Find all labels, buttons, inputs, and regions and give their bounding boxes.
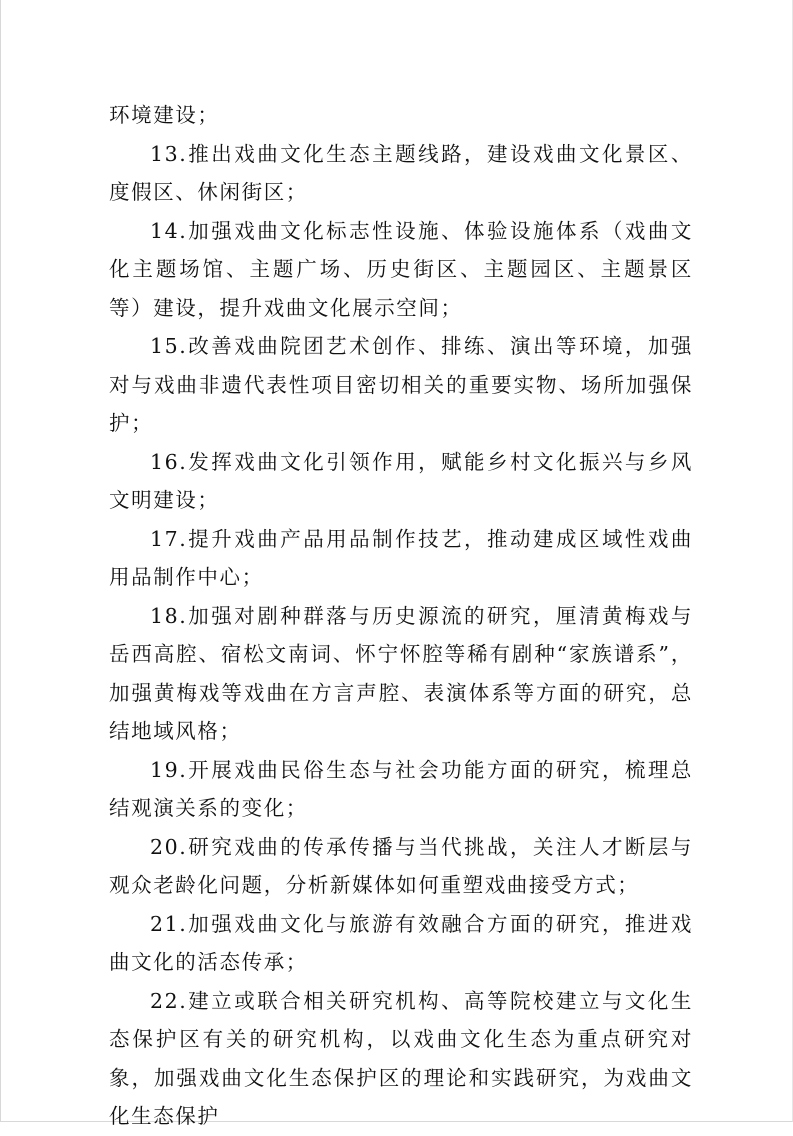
paragraph-item-19: 19.开展戏曲民俗生态与社会功能方面的研究，梳理总结观演关系的变化； — [109, 757, 693, 820]
paragraph-item-22: 22.建立或联合相关研究机构、高等院校建立与文化生态保护区有关的研究机构，以戏曲文化生态为重点研究对象，加强戏曲文化生态保护区的理论和实践研究，为戏曲文化生态保护 — [109, 988, 693, 1128]
paragraph-item-17: 17.提升戏曲产品用品制作技艺，推动建成区域性戏曲用品制作中心； — [109, 526, 693, 589]
paragraph-item-15: 15.改善戏曲院团艺术创作、排练、演出等环境，加强对与戏曲非遗代表性项目密切相关的重要实物、场所加强保护； — [109, 334, 693, 435]
paragraph-continuation: 环境建设； — [109, 103, 220, 127]
paragraph-item-13: 13.推出戏曲文化生态主题线路，建设戏曲文化景区、度假区、休闲街区； — [109, 141, 693, 204]
paragraph-item-20: 20.研究戏曲的传承传播与当代挑战，关注人才断层与观众老龄化问题，分析新媒体如何重塑戏曲接受方式； — [109, 834, 693, 897]
paragraph-item-18: 18.加强对剧种群落与历史源流的研究，厘清黄梅戏与岳西高腔、宿松文南词、怀宁怀腔等稀有剧种“家族谱系”，加强黄梅戏等戏曲在方言声腔、表演体系等方面的研究，总结地域风格； — [109, 603, 693, 743]
paragraph-item-14: 14.加强戏曲文化标志性设施、体验设施体系（戏曲文化主题场馆、主题广场、历史街区、主题园区、主题景区等）建设，提升戏曲文化展示空间； — [109, 218, 693, 320]
document-body — [109, 96, 693, 1136]
paragraph-item-21: 21.加强戏曲文化与旅游有效融合方面的研究，推进戏曲文化的活态传承； — [109, 911, 693, 974]
paragraph-item-16: 16.发挥戏曲文化引领作用，赋能乡村文化振兴与乡风文明建设； — [109, 449, 693, 512]
